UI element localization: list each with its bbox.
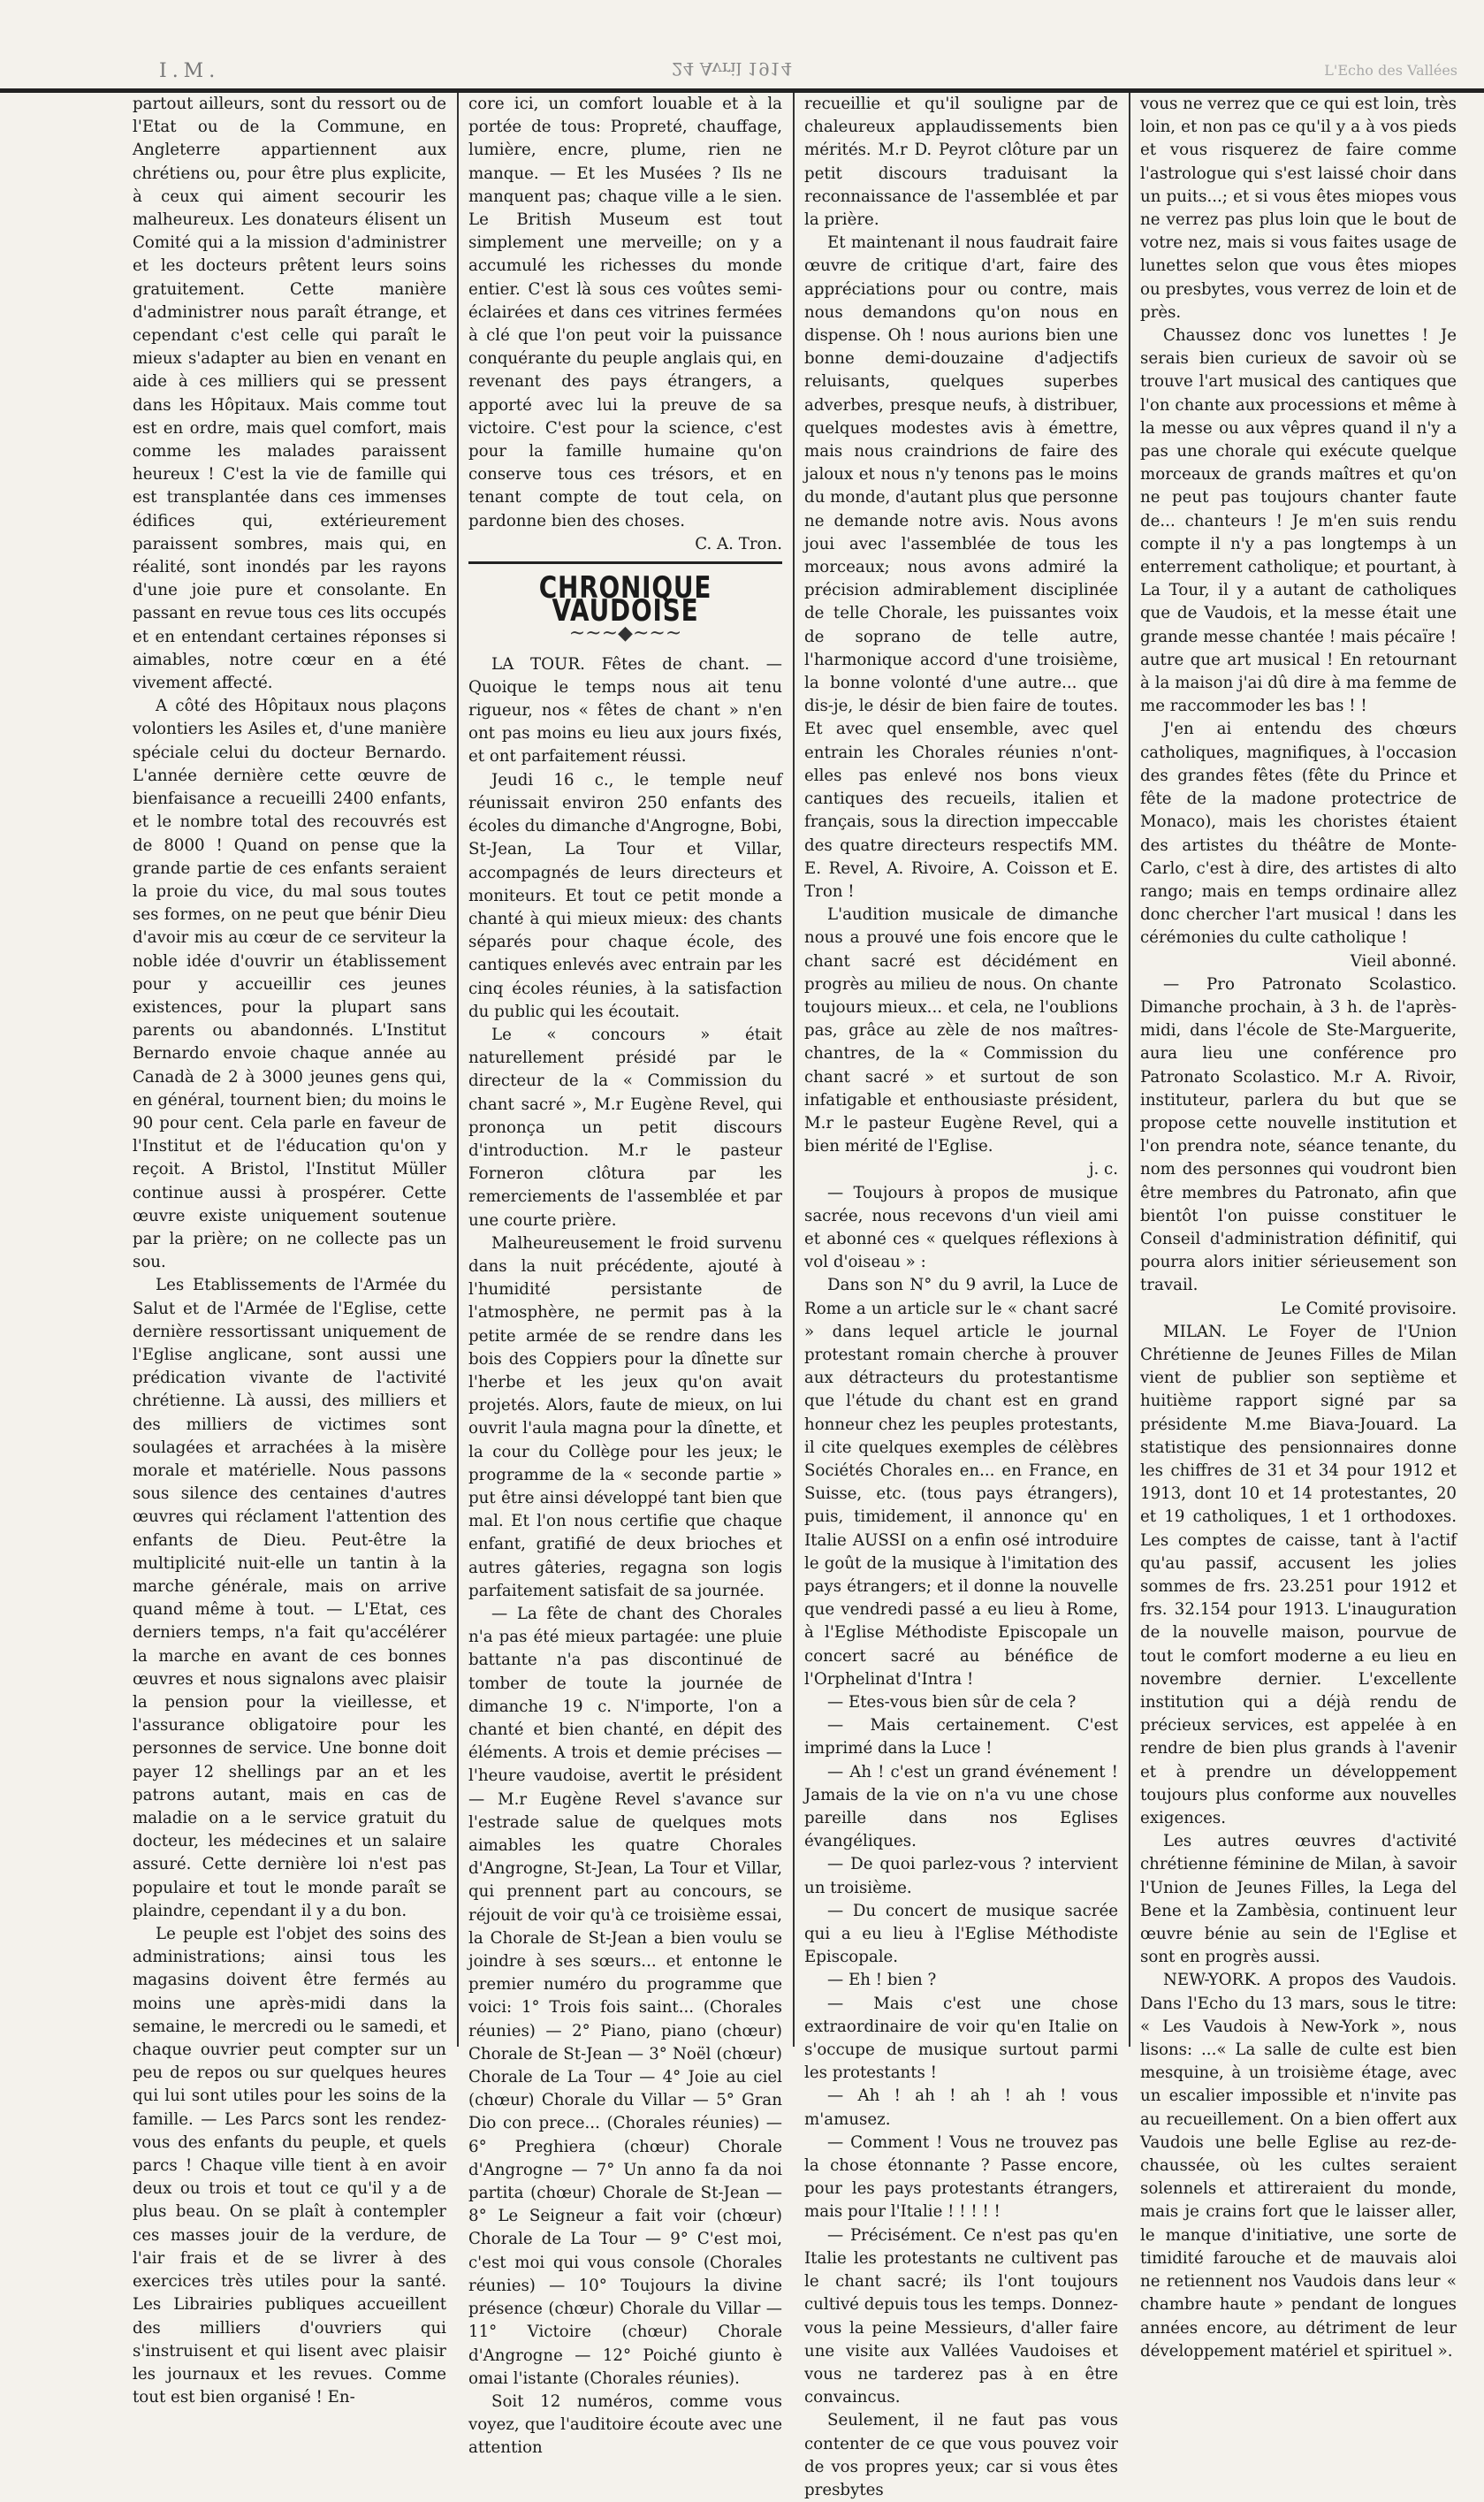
signature-tron: C. A. Tron. <box>695 534 782 553</box>
paragraph: — Ah ! ah ! ah ! ah ! vous m'amusez. <box>804 2086 1118 2129</box>
column-4-part-c <box>1140 1321 1457 2363</box>
paragraph: — Comment ! Vous ne trouvez pas la chose étonnante ? Passe encore, pour les pays protestants étrangers, mais pour l'Italie ! ! ! ! ! <box>804 2132 1118 2222</box>
column-3 <box>804 93 1118 2499</box>
paragraph: — Toujours à propos de musique sacrée, nous recevons d'un vieil ami et abonné ces « quelques réflexions à vol d'oiseau » : <box>804 1183 1118 1272</box>
signature-jc: j. c. <box>1088 1160 1118 1179</box>
paragraph: Malheureusement le froid survenu dans la nuit précédente, ajouté à l'humidité persistante de l'atmosphère, ne permit pas à la petite armée de se rendre dans les bois des Coppiers pour la dînette sur l'herbe et les jeux qu'on avait projetés. Alors, faute de mieux, on lui ouvrit l'aula magna pour la dînette, et la cour du Collège pour les jeux; le programme de la « seconde partie » put être ainsi développé tant bien que mal. Et l'on nous certifie que chaque enfant, gratifié de deux brioches et autres gâteries, regagna son logis parfaitement satisfait de sa journée. <box>468 1233 782 1600</box>
column-2-chronique <box>468 653 782 2460</box>
paragraph: Les autres œuvres d'activité chrétienne féminine de Milan, à savoir l'Union de Jeunes Filles, la Lega del Bene et la Zambèsia, continuent leur œuvre bénie au sein de l'Eglise et sont en progrès aussi. <box>1140 1832 1457 1967</box>
paragraph: — Pro Patronato Scolastico. Dimanche prochain, à 3 h. de l'après-midi, dans l'école de Ste-Marguerite, aura lieu une conférence pro Patronato Scolastico. M.r A. Rivoir, instituteur, parlera du but que se propose cette nouvelle institution et l'on prendra note, séance tenante, du nom des personnes qui voudront bien être membres du Patronato, afin que bientôt l'on puisse constituer le Conseil d'administration définitif, qui pourra alors initier sérieusement son travail. <box>1140 974 1457 1295</box>
paragraph: Le peuple est l'objet des soins des administrations; ainsi tous les magasins doivent être fermés au moins une après-midi dans la semaine, le mercredi ou le samedi, et chaque ouvrier peut compter sur un peu de repos ou sur quelques heures qui lui sont utiles pour les soins de la famille. — Les Parcs sont les rendez-vous des enfants du peuple, et quels parcs ! Chaque ville tient à en avoir deux ou trois et tout ce qu'il y a de plus beau. On se plaît à contempler ces masses jouir de la verdure, de l'air frais et de se livrer à des exercices très utiles pour la santé. Les Librairies publiques accueillent des milliers d'ouvriers qui s'instruisent et qui lisent avec plaisir les journaux et les revues. Comme tout est bien organisé ! En- <box>133 1925 446 2407</box>
paragraph: vous ne verrez que ce qui est loin, très loin, et non pas ce qu'il y a à vos pieds et vous risquerez de faire comme l'astrologue qui s'est laissé choir dans un puits...; et si vous êtes miopes vous ne verrez pas plus loin que le bout de votre nez, mais si vous faites usage de lunettes selon que vous êtes miopes ou presbytes, vous verrez de loin et de près. <box>1140 95 1457 322</box>
bottom-margin <box>0 2061 1484 2167</box>
paragraph: — De quoi parlez-vous ? intervient un troisième. <box>804 1855 1118 1897</box>
paragraph: core ici, un comfort louable et à la portée de tous: Propreté, chauffage, lumière, encre, plume, rien ne manque. — Et les Musées ? Ils ne manquent pas; chaque ville a le sien. Le British Museum est tout simplement une merveille; on y a accumulé les richesses du monde entier. C'est là sous ces voûtes semi-éclairées et dans ces vitrines fermées à clé que l'on peut voir la puissance conquérante du peuple anglais qui, en revenant des pays étrangers, a apporté avec lui la preuve de sa victoire. C'est pour la science, c'est pour la famille humaine qu'on conserve tous ces trésors, et en tenant compte de tout cela, on pardonne bien des choses. <box>468 95 782 530</box>
column-2-article-end <box>468 93 782 533</box>
paragraph: recueillie et qu'il souligne par de chaleureux applaudissements bien mérités. M.r D. Peyrot clôture par un petit discours traduisant la reconnaissance de l'assemblée et par la prière. <box>804 95 1118 230</box>
paragraph: — La fête de chant des Chorales n'a pas été mieux partagée: une pluie battante n'a pas discontinué de tomber de toute la journée de dimanche 19 c. N'importe, l'on a chanté et bien chanté, en dépit des éléments. A trois et demie précises — l'heure vaudoise, avertit le président — M.r Eugène Revel s'avance sur l'estrade salue de quelques mots aimables les quatre Chorales d'Angrogne, St-Jean, La Tour et Villar, qui prennent part au concours, se réjouit de voir qu'à ce troisième essai, la Chorale de St-Jean a bien voulu se joindre à ses sœurs... et entonne le premier numéro du programme que voici: 1° Trois fois saint... (Chorales réunies) — 2° Piano, piano (chœur) Chorale de St-Jean — 3° Noël (chœur) Chorale de La Tour — 4° Joie au ciel (chœur) Chorale du Villar — 5° Gran Dio con prece... (Chorales réunies) — 6° Preghiera (chœur) Chorale d'Angrogne — 7° Un anno fa da noi partita (chœur) Chorale de St-Jean — 8° Le Seigneur a fait voir (chœur) Chorale de La Tour — 9° C'est moi, c'est moi qui vous console (Chorales réunies) — 10° Toujours la divine présence (chœur) Chorale du Villar — 11° Victoire (chœur) Chorale d'Angrogne — 12° Poiché giunto è omai l'istante (Chorales réunies). <box>468 1605 782 2388</box>
paragraph: NEW-YORK. A propos des Vaudois. Dans l'Echo du 13 mars, sous le titre: « Les Vaudois à New-York », nous lisons: ...« La salle de culte est bien mesquine, à un troisième étage, avec un escalier impossible et n'invite pas au recueillement. On a bien offert aux Vaudois une belle Eglise au rez-de-chaussée, où les cultes seraient solennels et attireraient du monde, mais je crains fort que le laisser aller, le manque d'initiative, une sorte de timidité farouche et de mauvais aloi ne retiennent nos Vaudois dans leur « chambre haute » pendant de longues années encore, au détriment de leur développement matériel et spirituel ». <box>1140 1971 1457 2361</box>
paragraph: Les Etablissements de l'Armée du Salut et de l'Armée de l'Eglise, cette dernière ressortissant uniquement de l'Eglise anglicane, sont aussi une prédication vivante de l'activité chrétienne. Là aussi, des milliers et des milliers de victimes sont soulagées et arrachées à la misère morale et matérielle. Nous passons sous silence des centaines d'autres œuvres qui réclament l'attention des enfants de Dieu. Peut-être la multiplicité nuit-elle un tantin à la marche générale, mais on arrive quand même à tout. — L'Etat, ces derniers temps, n'a fait qu'accélérer la marche en avant de ces bonnes œuvres et nous signalons avec plaisir la pension pour la vieillesse, et l'assurance obligatoire pour les personnes de service. Une bonne doit payer 12 shellings par an et les patrons autant, mais en cas de maladie on a le service gratuit du docteur, les médecines et un salaire assuré. Cette dernière loi n'est pas populaire et tout le monde paraît se plaindre, cependant il y a du bon. <box>133 1276 446 1920</box>
paragraph: A côté des Hôpitaux nous plaçons volontiers les Asiles et, d'une manière spéciale celui du docteur Bernardo. L'année dernière cette œuvre de bienfaisance a recueilli 2400 enfants, et le nombre total des recouvrés est de 8000 ! Quand on pense que la grande partie de ces enfants seraient la proie du vice, du mal sous toutes ses formes, on ne peut que bénir Dieu d'avoir mis au cœur de ce serviteur la noble idée d'ouvrir un établissement pour y accueillir ces jeunes existences, pour la plupart sans parents ou abandonnés. L'Institut Bernardo envoie chaque année au Canadà de 2 à 3000 jeunes gens qui, en général, tournent bien; du moins le 90 pour cent. Cela parle en faveur de l'Institut et de l'éducation qu'on y reçoit. A Bristol, l'Institut Müller continue aussi à prospérer. Cette œuvre existe uniquement soutenue par la prière; on ne collecte pas un sou. <box>133 697 446 1272</box>
paragraph: — Mais certainement. C'est imprimé dans la Luce ! <box>804 1716 1118 1758</box>
paragraph: Et maintenant il nous faudrait faire œuvre de critique d'art, faire des appréciations pour ou contre, mais nous demandons qu'on nous en dispense. Oh ! nous aurions bien une bonne demi-douzaine d'adjectifs reluisants, quelques superbes adverbes, presque neufs, à distribuer, quelques modestes avis à émettre, mais nous craindrions de faire des jaloux et nous n'y tenons pas le moins du monde, d'autant plus que personne ne demande notre avis. Nous avons joui avec l'assemblée de tous les morceaux; nous avons admiré la précision admirablement disciplinée de telle Chorale, les puissantes voix de soprano de telle autre, l'harmonique accord d'une troisième, la bonne volonté d'une autre... que dis-je, le désir de bien faire de toutes. Et avec quel ensemble, avec quel entrain les Chorales réunies n'ont-elles pas enlevé nos bons vieux cantiques des recueils, italien et français, sous la direction impeccable des quatre directeurs respectifs MM. E. Revel, A. Rivoire, A. Coisson et E. Tron ! <box>804 233 1118 901</box>
header-right-text: L'Echo des Vallées <box>1324 62 1457 79</box>
header-left-mark: I.M. <box>159 60 221 82</box>
paragraph: MILAN. Le Foyer de l'Union Chrétienne de Jeunes Filles de Milan vient de publier son septième et huitième rapport signé par sa présidente M.me Biava-Jouard. La statistique des pensionnaires donne les chiffres de 31 et 34 pour 1912 et 1913, dont 10 et 14 protestantes, 20 et 19 catholiques, 1 et 1 orthodoxes. Les comptes de caisse, tant à l'actif qu'au passif, accusent les jolies sommes de frs. 23.251 pour 1912 et frs. 32.154 pour 1913. L'inauguration de la nouvelle maison, pourvue de tout le comfort moderne a eu lieu en novembre dernier. L'excellente institution qui a déjà rendu de précieux services, est appelée à en rendre de bien plus grands à l'avenir et à prendre un développement toujours plus conforme aux nouvelles exigences. <box>1140 1322 1457 1828</box>
page-header-strip <box>0 53 1484 93</box>
paragraph: — Etes-vous bien sûr de cela ? <box>827 1693 1077 1712</box>
column-4 <box>1140 93 1457 2361</box>
paragraph: Jeudi 16 c., le temple neuf réunissait environ 250 enfants des écoles du dimanche d'Angrogne, Bobi, St-Jean, La Tour et Villar, accompagnés de leurs directeurs et moniteurs. Et tout ce petit monde a chanté à qui mieux mieux: des chants séparés pour chaque école, des cantiques enlevés avec entrain par les cinq écoles réunies, à la satisfaction du public qui les écoutait. <box>468 770 782 1021</box>
column-4-part-a <box>1140 93 1457 950</box>
paragraph: — Du concert de musique sacrée qui a eu lieu à l'Eglise Méthodiste Episcopale. <box>804 1901 1118 1967</box>
heading-top-rule <box>468 561 782 564</box>
paragraph: Chaussez donc vos lunettes ! Je serais bien curieux de savoir où se trouve l'art musical des cantiques que l'on chante aux processions et même à la messe ou aux vêpres quand il n'y a pas une chorale qui exécute quelque morceaux de grands maîtres et qu'on ne peut pas toujours chanter faute de... chanteurs ! Je m'en suis rendu compte il n'y a pas longtemps à un enterrement catholique; et pourtant, à La Tour, il y a autant de catholiques que de Vaudois, et la messe était une grande messe chantée ! mais pécaïre ! autre que art musical ! En retournant à la maison j'ai dû dire à ma femme de me raccommoder les bas ! ! <box>1140 326 1457 716</box>
paragraph: — Précisément. Ce n'est pas qu'en Italie les protestants ne cultivent pas le chant sacré; ils l'ont toujours cultivé depuis tous les temps. Donnez-vous la peine Messieurs, d'aller faire une visite aux Vallées Vaudoises et vous ne tarderez pas à en être convaincus. <box>804 2225 1118 2407</box>
paragraph: Dans son N° du 9 avril, la Luce de Rome a un article sur le « chant sacré » dans lequel article le journal protestant romain cherche à prouver aux détracteurs du protestantisme que l'étude du chant est en grand honneur chez les peuples protestants, il cite quelques exemples de célèbres Sociétés Chorales en... en France, en Suisse, etc. (tous pays étrangers), puis, timidement, il annonce qu' en Italie AUSSI on a enfin osé introduire le goût de la musique à l'imitation des pays étrangers; et il donne la nouvelle que vendredi passé a eu lieu à Rome, à l'Eglise Méthodiste Episcopale un concert sacré au bénéfice de l'Orphelinat d'Intra ! <box>804 1276 1118 1689</box>
column-4-part-b <box>1140 973 1457 1298</box>
paragraph: Seulement, il ne faut pas vous contenter de ce que vous pouvez voir de vos propres yeux; car si vous êtes presbytes <box>804 2411 1118 2499</box>
column-rule-2 <box>793 93 795 2047</box>
signature-comite: Le Comité provisoire. <box>1280 1299 1457 1318</box>
paragraph: — Mais c'est une chose extraordinaire de voir qu'en Italie on s'occupe de musique surtout parmi les protestants ! <box>804 1994 1118 2083</box>
column-2 <box>468 93 782 2458</box>
signature-vieil-abonne: Vieil abonné. <box>1350 951 1457 971</box>
paragraph: Le « concours » était naturellement présidé par le directeur de la « Commission du chant sacré », M.r Eugène Revel, qui prononça un petit discours d'introduction. M.r le pasteur Forneron clôtura par les remerciements de l'assemblée et par une courte prière. <box>468 1025 782 1230</box>
heading-flourish: ~~~◆~~~ <box>568 622 682 645</box>
column-1 <box>133 93 446 2407</box>
column-rule-1 <box>457 93 459 2047</box>
column-rule-3 <box>1129 93 1130 2047</box>
paragraph: — Ah ! c'est un grand événement ! Jamais de la vie on n'a vu une chose pareille dans nos Eglises évangéliques. <box>804 1762 1118 1851</box>
paragraph: L'audition musicale de dimanche nous a prouvé une fois encore que le chant sacré est décidément en progrès au milieu de nous. On chante toujours mieux... et cela, ne l'oublions pas, grâce au zèle de nos maîtres-chantres, de la « Commission du chant sacré » et surtout de son infatigable et enthousiaste président, M.r le pasteur Eugène Revel, qui a bien mérité de l'Eglise. <box>804 905 1118 1156</box>
paragraph: J'en ai entendu des chœurs catholiques, magnifiques, à l'occasion des grandes fêtes (fête du Prince et fête de la madone protectrice de Monaco), mais les choristes étaient des artistes du théâtre de Monte-Carlo, c'est à dire, des artistes di alto rango; mais en temps ordinaire allez donc chercher l'art musical ! dans les cérémonies du culte catholique ! <box>1140 720 1457 948</box>
column-3-part-b <box>804 1182 1118 2502</box>
paragraph: partout ailleurs, sont du ressort ou de l'Etat ou de la Commune, en Angleterre appartiennent aux chrétiens ou, pour être plus explicite, à ceux qui aiment secourir les malheureux. Les donateurs élisent un Comité qui a la mission d'administrer et les docteurs prêtent leurs soins gratuitement. Cette manière d'administrer nous paraît étrange, et cependant c'est celle qui paraît le mieux s'adapter au bien en venant en aide à ces milliers qui se pressent dans les Hôpitaux. Mais comme tout est en ordre, mais quel comfort, mais comme les malades paraissent heureux ! C'est la vie de famille qui est transplantée dans ces immenses édifices qui, extérieurement paraissent sombres, mais qui, en réalité, sont inondés par les rayons d'une joie pure et consolante. En passant en revue tous ces lits occupés et en entendant certaines réponses si aimables, notre cœur en a été vivement affecté. <box>133 95 446 693</box>
paragraph: LA TOUR. Fêtes de chant. — Quoique le temps nous ait tenu rigueur, nos « fêtes de chant » n'en ont pas moins eu lieu aux jours fixés, et ont parfaitement réussi. <box>468 654 782 767</box>
paragraph: — Eh ! bien ? <box>827 1971 937 1990</box>
header-date: 24 Avril 1914 <box>672 58 793 80</box>
column-3-part-a <box>804 93 1118 1158</box>
columns-container <box>133 93 1458 2499</box>
section-heading-chronique: CHRONIQUE VAUDOISE <box>538 570 712 629</box>
paragraph: Soit 12 numéros, comme vous voyez, que l'auditoire écoute avec une attention <box>468 2391 782 2458</box>
